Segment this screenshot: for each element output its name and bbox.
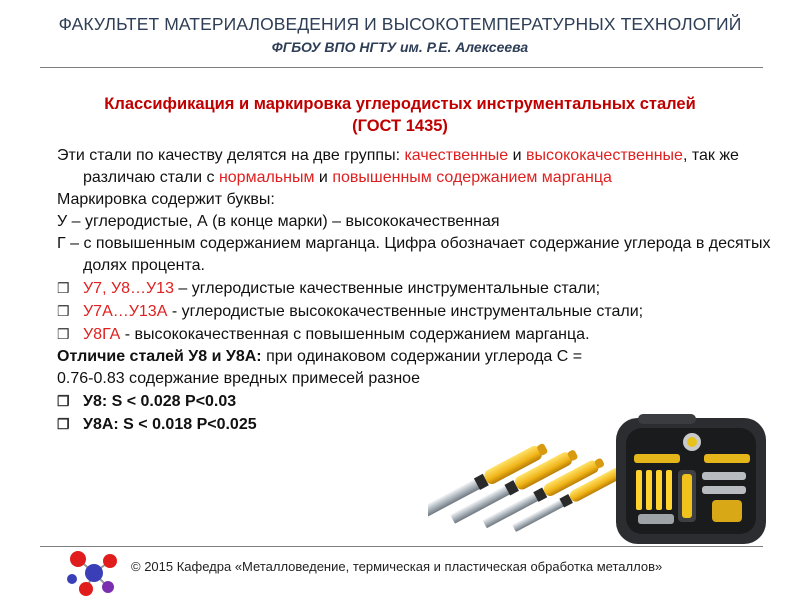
text-segment: и bbox=[508, 147, 527, 164]
u8a-impurities: У8А: S < 0.018 P<0.025 bbox=[83, 416, 257, 433]
checkbox-bullet-icon: ❒ bbox=[57, 280, 70, 296]
highlight-quality: качественные bbox=[404, 147, 509, 164]
chisel-set-image bbox=[428, 436, 618, 548]
difference-heading: Отличие сталей У8 и У8А: bbox=[57, 348, 262, 365]
list-item-u7a bbox=[57, 300, 797, 323]
list-item-u7 bbox=[57, 277, 797, 300]
university-name: ФГБОУ ВПО НГТУ им. Р.Е. Алексеева bbox=[271, 39, 529, 55]
molecule-logo-icon bbox=[64, 547, 124, 597]
u8-impurities: У8: S < 0.028 P<0.03 bbox=[83, 393, 237, 410]
paragraph-letter-g: Г – с повышенным содержанием марганца. Цифра обозначает содержание углерода в десятых долях процента. bbox=[57, 235, 771, 274]
checkbox-bullet-icon: ❒ bbox=[57, 393, 70, 409]
footer-copyright: © 2015 Кафедра «Металловедение, термическая и пластическая обработка металлов» bbox=[131, 559, 663, 574]
checkbox-bullet-icon: ❒ bbox=[57, 303, 70, 319]
paragraph-letter-u: У – углеродистые, А (в конце марки) – высококачественная bbox=[57, 213, 500, 230]
text-segment: , так же различаю стали с bbox=[83, 147, 739, 186]
highlight-normal: нормальным bbox=[218, 169, 315, 186]
bottom-divider bbox=[40, 546, 763, 547]
grade-label: У8ГА bbox=[83, 326, 121, 343]
text-segment: и bbox=[314, 169, 333, 186]
text-segment: Эти стали по качеству делятся на две группы: bbox=[57, 147, 405, 164]
header bbox=[0, 14, 800, 55]
grade-description: - высококачественная с повышенным содержанием марганца. bbox=[120, 326, 590, 343]
slide-title bbox=[30, 93, 770, 137]
list-item-u8ga bbox=[57, 323, 797, 346]
grade-description: – углеродистые качественные инструментальные стали; bbox=[173, 280, 601, 297]
checkbox-bullet-icon: ❒ bbox=[57, 326, 70, 342]
toolbox-image bbox=[612, 414, 772, 549]
paragraph-difference bbox=[57, 346, 797, 368]
slide-title-line1: Классификация и маркировка углеродистых инструментальных сталей bbox=[104, 95, 696, 113]
paragraph-groups bbox=[57, 145, 797, 189]
grade-label: У7А…У13А bbox=[83, 303, 168, 320]
paragraph-marking: Маркировка содержит буквы: bbox=[57, 191, 275, 208]
paragraph-impurities: 0.76-0.83 содержание вредных примесей разное bbox=[57, 370, 420, 387]
highlight-high-quality: высококачественные bbox=[526, 147, 683, 164]
grade-description: - углеродистые высококачественные инструментальные стали; bbox=[167, 303, 644, 320]
top-divider bbox=[40, 67, 763, 68]
slide-title-line2: (ГОСТ 1435) bbox=[352, 117, 448, 135]
highlight-increased-manganese: повышенным содержанием марганца bbox=[332, 169, 612, 186]
faculty-title: ФАКУЛЬТЕТ МАТЕРИАЛОВЕДЕНИЯ И ВЫСОКОТЕМПЕРАТУРНЫХ ТЕХНОЛОГИЙ bbox=[58, 14, 742, 34]
grade-label: У7, У8…У13 bbox=[83, 280, 174, 297]
difference-text: при одинаковом содержании углерода С = bbox=[261, 348, 583, 365]
slide-body bbox=[57, 145, 797, 436]
list-item-u8-impurities bbox=[57, 390, 797, 413]
checkbox-bullet-icon: ❒ bbox=[57, 416, 70, 432]
